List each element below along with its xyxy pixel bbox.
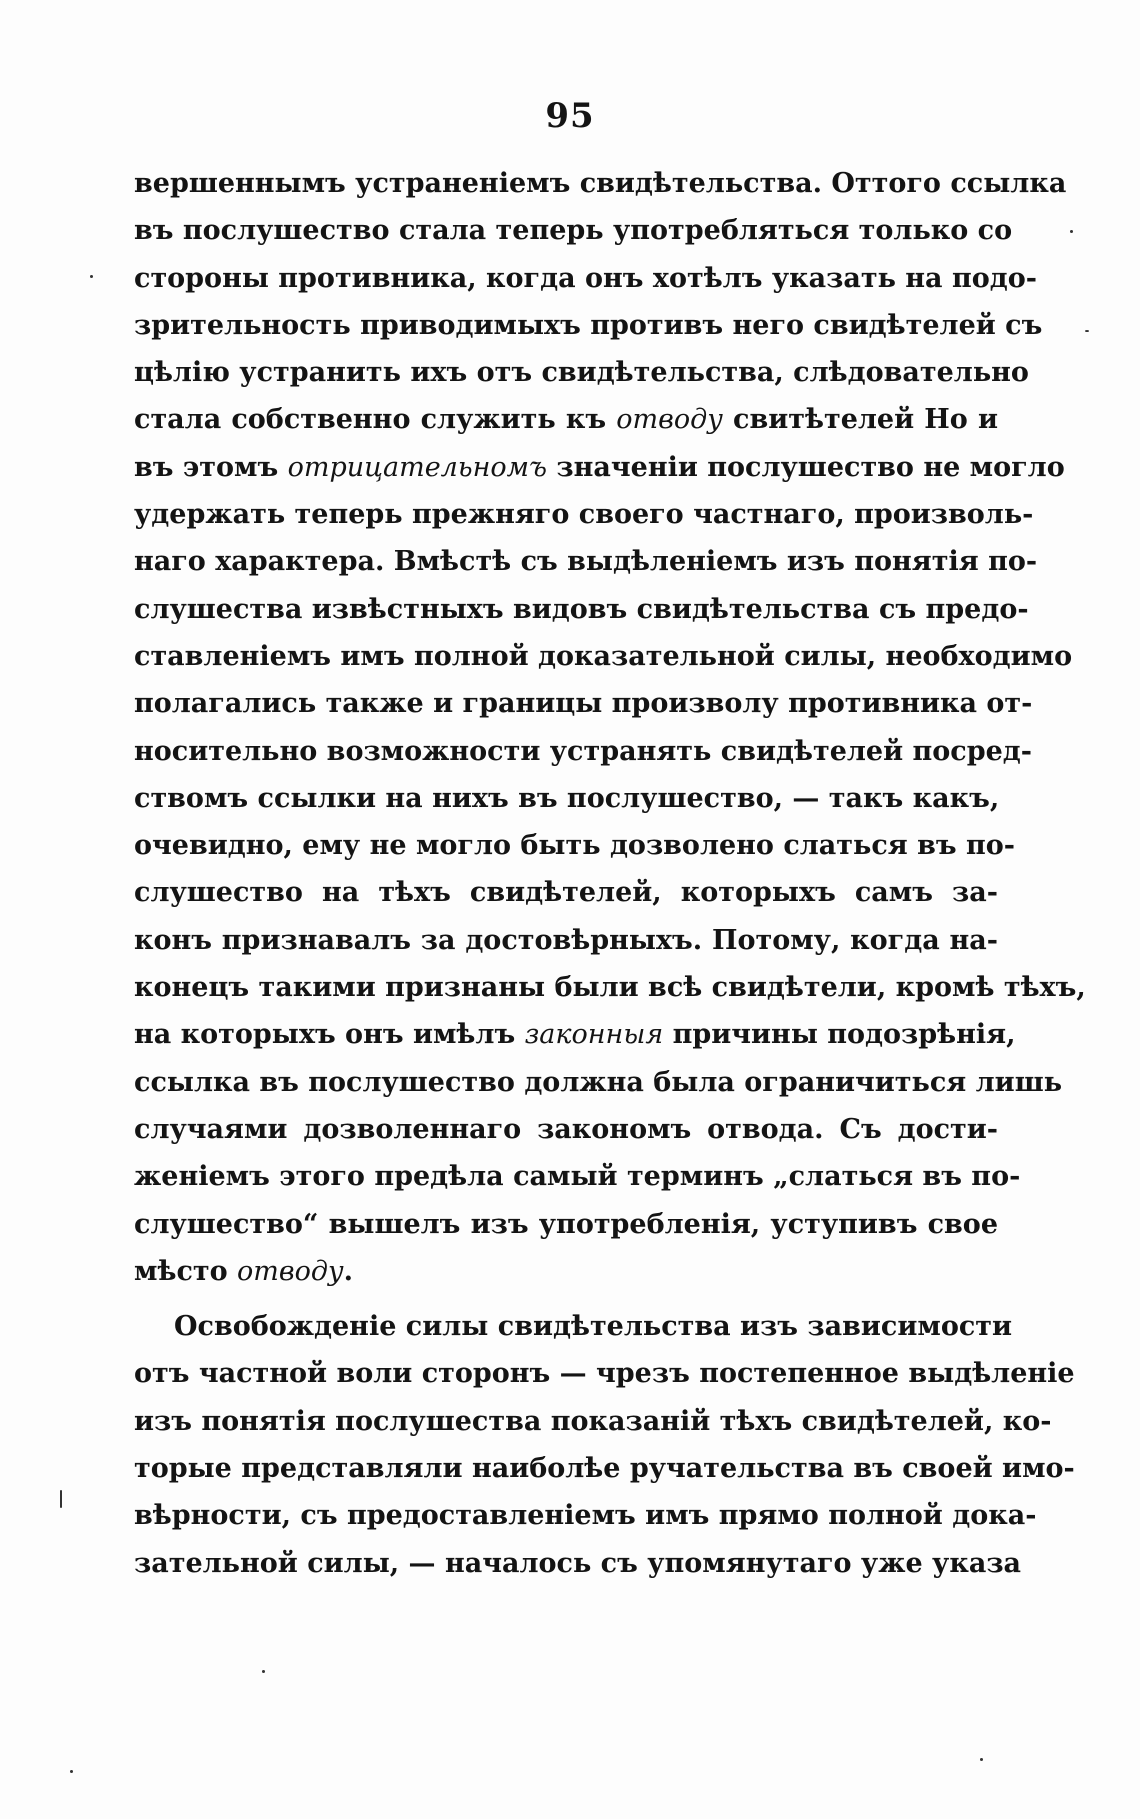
text-line xyxy=(134,1248,998,1295)
text-line: вѣрности, съ предоставленіемъ имъ прямо полной дока- xyxy=(134,1500,1037,1532)
text-run: значеніи послушество не могло xyxy=(547,451,1065,483)
text-line: конъ признавалъ за достовѣрныхъ. Потому, когда на- xyxy=(134,924,998,956)
scan-speck xyxy=(70,1770,73,1773)
scan-speck xyxy=(90,275,93,278)
text-run: . xyxy=(343,1255,354,1287)
text-line xyxy=(134,444,1065,491)
text-line: наго характера. Вмѣстѣ съ выдѣленіемъ изъ понятія по- xyxy=(134,546,1038,578)
text-line: носительно возможности устранять свидѣтелей посред- xyxy=(134,735,1032,767)
body-text xyxy=(134,160,1086,1587)
text-line: цѣлію устранить ихъ отъ свидѣтельства, слѣдовательно xyxy=(134,357,1029,389)
text-line: полагались также и границы произволу противника от- xyxy=(134,688,1033,720)
text-run: свитѣтелей Но и xyxy=(722,404,998,436)
text-line: торые представляли наиболѣе ручательства въ своей имо- xyxy=(134,1453,1075,1485)
text-line: вершеннымъ устраненіемъ свидѣтельства. Оттого ссылка xyxy=(134,168,1067,199)
text-line: зательной силы, — началось съ упомянутаго уже указа xyxy=(134,1547,1022,1579)
page-number: 95 xyxy=(545,96,595,136)
text-line: удержать теперь прежняго своего частнаго, произволь- xyxy=(134,499,1034,531)
text-run: мѣсто xyxy=(134,1255,238,1287)
text-line: ссылка въ послушество должна была ограничиться лишь xyxy=(134,1066,1063,1098)
text-line: Освобожденіе силы свидѣтельства изъ зависимости xyxy=(174,1311,1013,1343)
text-run: въ этомъ xyxy=(134,451,288,483)
text-line: отъ частной воли сторонъ — чрезъ постепенное выдѣленіе xyxy=(134,1358,1075,1390)
text-line: случаями дозволеннаго закономъ отвода. Съ дости- xyxy=(134,1113,998,1145)
text-line: въ послушество стала теперь употребляться только со xyxy=(134,215,1013,247)
text-line: очевидно, ему не могло быть дозволено слаться въ по- xyxy=(134,830,1015,862)
text-run: на которыхъ онъ имѣлъ xyxy=(134,1019,525,1051)
scan-speck xyxy=(1085,330,1089,332)
text-line: слушество на тѣхъ свидѣтелей, которыхъ самъ за- xyxy=(134,877,998,909)
text-line xyxy=(134,1011,1016,1058)
paragraph-2 xyxy=(134,1303,1075,1587)
text-line: конецъ такими признаны были всѣ свидѣтели, кромѣ тѣхъ, xyxy=(134,972,1086,1004)
text-line xyxy=(134,396,998,443)
italic-term: отрицательномъ xyxy=(287,451,547,483)
paragraph-gap xyxy=(134,1295,998,1303)
text-run: причины подозрѣнія, xyxy=(663,1019,1016,1051)
text-line: изъ понятія послушества показаній тѣхъ свидѣтелей, ко- xyxy=(134,1405,1052,1437)
text-line: ставленіемъ имъ полной доказательной силы, необходимо xyxy=(134,640,1073,672)
text-run: стала собственно служить къ xyxy=(134,404,617,436)
italic-term: законныя xyxy=(524,1019,664,1051)
scan-speck xyxy=(60,1490,62,1508)
scan-speck xyxy=(980,1758,983,1761)
text-line: стороны противника, когда онъ хотѣлъ указать на подо- xyxy=(134,262,1037,294)
text-line: зрительность приводимыхъ противъ него свидѣтелей съ xyxy=(134,309,1043,341)
scan-speck xyxy=(1070,230,1073,233)
text-line: слушества извѣстныхъ видовъ свидѣтельства съ предо- xyxy=(134,593,1029,625)
text-line: женіемъ этого предѣла самый терминъ „слаться въ по- xyxy=(134,1161,1021,1193)
italic-term: отводу xyxy=(237,1255,344,1287)
text-line: ствомъ ссылки на нихъ въ послушество, — такъ какъ, xyxy=(134,782,1000,814)
scan-speck xyxy=(262,1670,265,1673)
italic-term: отводу xyxy=(616,404,723,436)
paragraph-1 xyxy=(134,160,1086,1295)
text-line: слушество“ вышелъ изъ употребленія, уступивъ свое xyxy=(134,1208,998,1240)
